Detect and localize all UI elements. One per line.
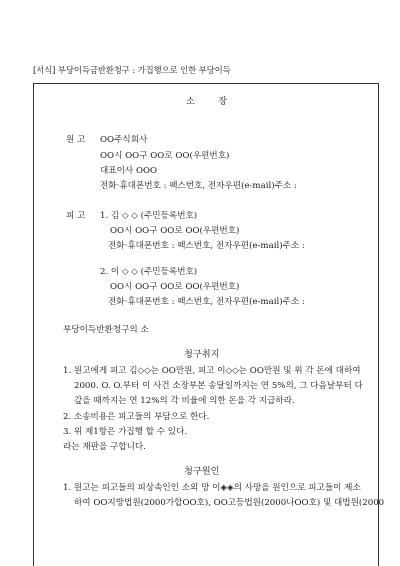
defendant-2-address: OO시 OO구 OO로 OO(우편번호) xyxy=(110,282,240,292)
plaintiff-label: 원 고 xyxy=(66,135,86,145)
claim-purpose-line: 3. 위 제1항은 가집행 할 수 있다. xyxy=(63,427,188,437)
claim-purpose-line: 라는 재판을 구합니다. xyxy=(63,442,146,452)
defendant-2-name: 2. 이 ◇ ◇ (주민등록번호) xyxy=(100,267,198,277)
claim-purpose-line: 1. 원고에게 피고 김◇◇는 OO만원, 피고 이◇◇는 OO만원 및 위 각 돈에 대하여 xyxy=(63,366,361,376)
form-header: [서식] 부당이득금반환청구 : 가집행으로 인한 부당이득 xyxy=(33,65,231,75)
claim-name: 부당이득반환청구의 소 xyxy=(63,325,149,335)
defendant-2-contact: 전화·휴대폰번호 : 팩스번호, 전자우편(e-mail)주소 : xyxy=(108,297,305,307)
defendant-1-address: OO시 OO구 OO로 OO(우편번호) xyxy=(110,226,240,236)
defendant-1-name: 1. 김 ◇ ◇ (주민등록번호) xyxy=(100,211,198,221)
claim-purpose-line: 2. 소송비용은 피고들의 부담으로 한다. xyxy=(63,412,210,422)
plaintiff-contact: 전화·휴대폰번호 : 팩스번호, 전자우편(e-mail)주소 : xyxy=(100,181,297,191)
claim-cause-line: 1. 원고는 피고들의 피상속인인 소외 망 이◈◈의 사망을 원인으로 피고들이 제소 xyxy=(63,483,361,493)
defendant-label: 피 고 xyxy=(66,211,86,221)
claim-cause-line: 하여 OO지방법원(2000가합OO호), OO고등법원(2000나OO호) 및 대법원(2000 xyxy=(74,498,385,508)
document-title: 소 장 xyxy=(186,96,228,107)
claim-purpose-title: 청구취지 xyxy=(184,349,220,360)
claim-purpose-line: 갚을 때까지는 연 12%의 각 비율에 의한 돈을 각 지급하라. xyxy=(74,396,295,406)
plaintiff-address: OO시 OO구 OO로 OO(우편번호) xyxy=(100,151,230,161)
claim-purpose-line: 2000. O. O.부터 이 사건 소장부본 송달일까지는 연 5%의, 그 다음날부터 다 xyxy=(74,381,363,391)
defendant-1-contact: 전화·휴대폰번호 : 팩스번호, 전자우편(e-mail)주소 : xyxy=(108,241,305,251)
claim-cause-title: 청구원인 xyxy=(184,466,220,477)
plaintiff-name: OO주식회사 xyxy=(100,135,148,145)
plaintiff-representative: 대표이사 OOO xyxy=(100,166,158,176)
